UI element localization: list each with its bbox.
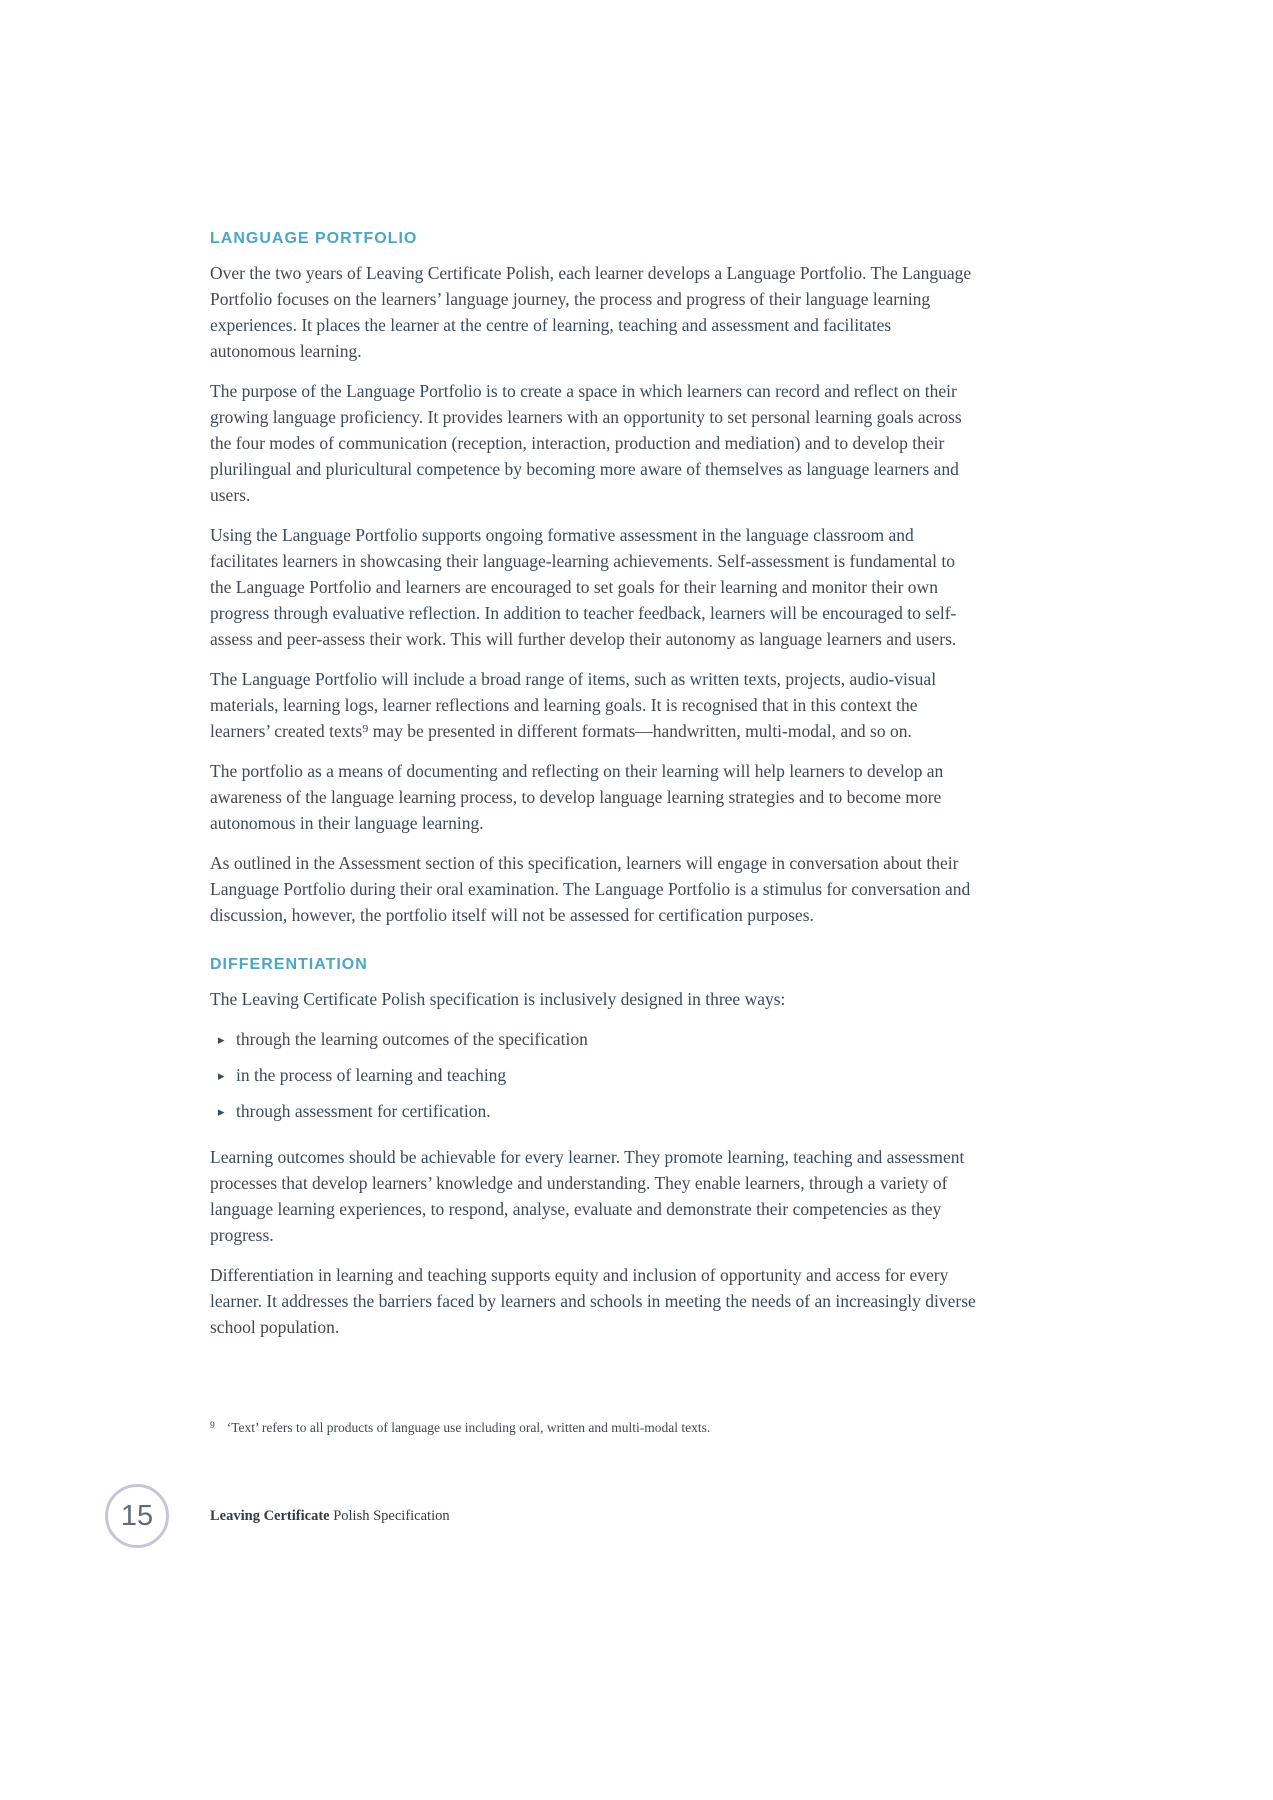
bullet-arrow-icon: ▸ <box>218 1032 225 1047</box>
footnote <box>210 1420 978 1436</box>
bullet-arrow-icon: ▸ <box>218 1068 225 1083</box>
bullet-text: through the learning outcomes of the specification <box>236 1029 588 1049</box>
footer-title <box>210 1508 450 1525</box>
paragraph: As outlined in the Assessment section of this specification, learners will engage in conversation about their Language Portfolio during their oral examination. The Language Portfolio is a stimulus for conversation and discussion, however, the portfolio itself will not be assessed for certification purposes. <box>210 853 971 925</box>
footer-title-bold: Leaving Certificate <box>210 1508 330 1524</box>
section-differentiation <box>210 956 978 1340</box>
paragraph: The Language Portfolio will include a broad range of items, such as written texts, projects, audio-visual materials, learning logs, learner reflections and learning goals. It is recognised that in this context the learners’ created texts⁹ may be presented in different formats—handwritten, multi-modal, and so on. <box>210 669 937 741</box>
paragraph: Over the two years of Leaving Certificate Polish, each learner develops a Language Portfolio. The Language Portfolio focuses on the learners’ language journey, the process and progress of their language learning experiences. It places the learner at the centre of learning, teaching and assessment and facilitates autonomous learning. <box>210 263 972 361</box>
bullet-text: through assessment for certification. <box>236 1101 491 1121</box>
paragraph: Differentiation in learning and teaching supports equity and inclusion of opportunity and access for every learner. It addresses the barriers faced by learners and schools in meeting the needs of an increasingly diverse school population. <box>210 1265 976 1337</box>
footnote-marker: 9 <box>210 1421 215 1431</box>
bullet-list <box>210 1026 978 1126</box>
page-number: 15 <box>120 1499 154 1532</box>
page-footer <box>0 1484 1273 1554</box>
page-content <box>210 230 978 1354</box>
section-heading-language-portfolio: LANGUAGE PORTFOLIO <box>210 230 418 247</box>
list-item <box>210 1098 978 1126</box>
list-item <box>210 1062 978 1090</box>
footnote-text: ‘Text’ refers to all products of language use including oral, written and multi-modal texts. <box>226 1420 711 1435</box>
section-language-portfolio <box>210 230 978 928</box>
paragraph: The purpose of the Language Portfolio is to create a space in which learners can record and reflect on their growing language proficiency. It provides learners with an opportunity to set personal learning goals across the four modes of communication (reception, interaction, production and mediation) and to develop their plurilingual and pluricultural competence by becoming more aware of themselves as language learners and users. <box>210 381 962 505</box>
paragraph: The portfolio as a means of documenting and reflecting on their learning will help learners to develop an awareness of the language learning process, to develop language learning strategies and to become more autonomous in their language learning. <box>210 761 944 833</box>
paragraph: Learning outcomes should be achievable for every learner. They promote learning, teaching and assessment processes that develop learners’ knowledge and understanding. They enable learners, through a variety of language learning experiences, to respond, analyse, evaluate and demonstrate their competencies as they progress. <box>210 1147 965 1245</box>
bullet-text: in the process of learning and teaching <box>236 1065 507 1085</box>
section-heading-differentiation: DIFFERENTIATION <box>210 956 368 973</box>
paragraph: The Leaving Certificate Polish specification is inclusively designed in three ways: <box>210 989 786 1009</box>
page-number-badge <box>105 1484 169 1548</box>
footer-title-regular: Polish Specification <box>329 1508 450 1524</box>
paragraph: Using the Language Portfolio supports ongoing formative assessment in the language classroom and facilitates learners in showcasing their language-learning achievements. Self-assessment is fundamental to the Language Portfolio and learners are encouraged to set goals for their learning and monitor their own progress through evaluative reflection. In addition to teacher feedback, learners will be encouraged to self-assess and peer-assess their work. This will further develop their autonomy as language learners and users. <box>210 525 957 649</box>
bullet-arrow-icon: ▸ <box>218 1104 225 1119</box>
list-item <box>210 1026 978 1054</box>
